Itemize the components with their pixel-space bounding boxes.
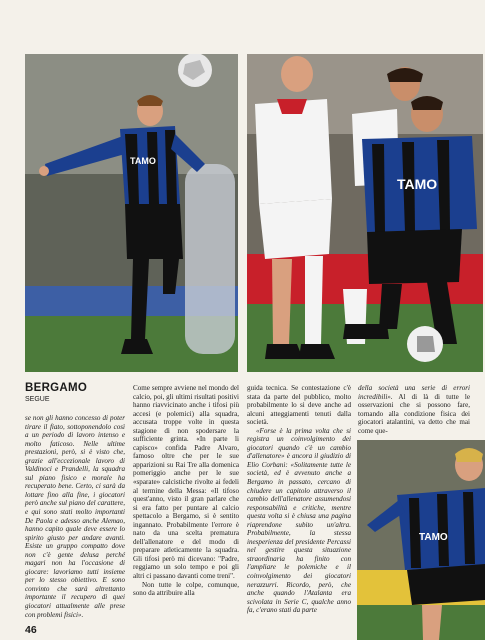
article-column-1 (25, 414, 125, 619)
paragraph-rest: Al di là di tutte le osservazioni che si possono fare, tornando alla condizione fisica dei giocatori atalantini, va detto che mai come que- (358, 392, 470, 435)
shirt-logo-text: TAMO (130, 156, 156, 166)
photo-right-match-action (247, 54, 483, 372)
photo-small-atalanta-player (357, 440, 485, 640)
paragraph (358, 384, 470, 435)
section-subtitle: SEGUE (25, 396, 50, 403)
shirt-logo-text: TAMO (419, 532, 448, 543)
page-number: 46 (25, 624, 37, 636)
paragraph: «Forse è la prima volta che si registra un coinvolgimento dei giocatori quando c'è un cambio d'allenatore» è ancora il giudizio di Elio Corbani: «Solitamente tutte le società, ed è avvenuto anche a Bergamo in passato, cercano di chiudere un capitolo attraverso il cambio dell'allenatore assumendosi responsabilità e critiche, mentre questa volta si è chiusa una pagina riaprendone subito un'altra. Probabilmente, la stessa inesperienza del presidente Percassi nel gestire questa situazione straordinaria ha finito con l'ampliare le polemiche e il coinvolgimento dei giocatori nerazzurri. Ricordo, però, che anche quando l'Atalanta era scivolata in Serie C, qualche anno fa, c'erano stati da parte (247, 426, 351, 615)
paragraph-italic-lead: della società una serie di errori incredibili». (358, 384, 470, 401)
paragraph: guida tecnica. Se contestazione c'è stata da parte del pubblico, molto probabilmente lo si deve anche ad alcuni atteggiamenti tenuti dalla società. (247, 384, 351, 427)
section-header (25, 382, 125, 404)
article-column-3 (247, 384, 351, 615)
article-column-4 (358, 384, 470, 435)
shirt-logo-text: TAMO (397, 176, 438, 192)
article-column-2 (133, 384, 239, 598)
paragraph: Non tutte le colpe, comunque, sono da attribuire alla (133, 580, 239, 598)
section-title: BERGAMO (25, 382, 88, 394)
paragraph: se non gli hanno concesso di poter tirare il fiato, sottoponendolo così a un periodo di lavoro intenso e molto faticoso. Nelle ultime prestazioni, però, si è visto che, grazie all'eccezionale lavoro di Valdinoci e Prandelli, la squadra sul piano fisico e morale ha recuperato bene. Certo, ci sarà da lottare fino alla fine, i giocatori però anche sul piano del carattere, e qui sono stati molto importanti De Paola e adesso anche Alemao, hanno capito quale deve essere lo spirito giusto per andare avanti. Esiste un gruppo compatto dove non c'è gente delusa perché magari non ha l'occasione di giocare: lavoriamo tutti insieme per lo stesso obiettivo. E sono convinto che sarà altrettanto importante il recupero di quei giocatori attualmente alle prese con problemi fisici». (25, 414, 125, 619)
photo-left-atalanta-player (25, 54, 238, 372)
paragraph: Come sempre avviene nel mondo del calcio, poi, gli ultimi risultati positivi hanno riavvicinato anche i tifosi più accesi (e polemici) alla squadra, accusata troppe volte in questa stagione di non spodersare la sufficiente grinta. «In parte li capisco» confida Padre Alvaro, famoso oltre che per le sue apparizioni su Rai Tre alla domenica pomeriggio anche per le sue «sparate» calcistiche rivolte ai fedeli al termine della Messa: «Il tifoso quest'anno, visto il gran parlare che si era fatto per puntare al calcio spettacolo a Bergamo, si è sentito ingannato. Probabilmente l'errore è nato da una scelta prematura dell'allenatore e del modo di preparare atleticamente la squadra. Gli tifosi però mi dicevano: "Padre, reggiamo un solo tempo e poi gli altri ci passano davanti come treni". (133, 384, 239, 581)
